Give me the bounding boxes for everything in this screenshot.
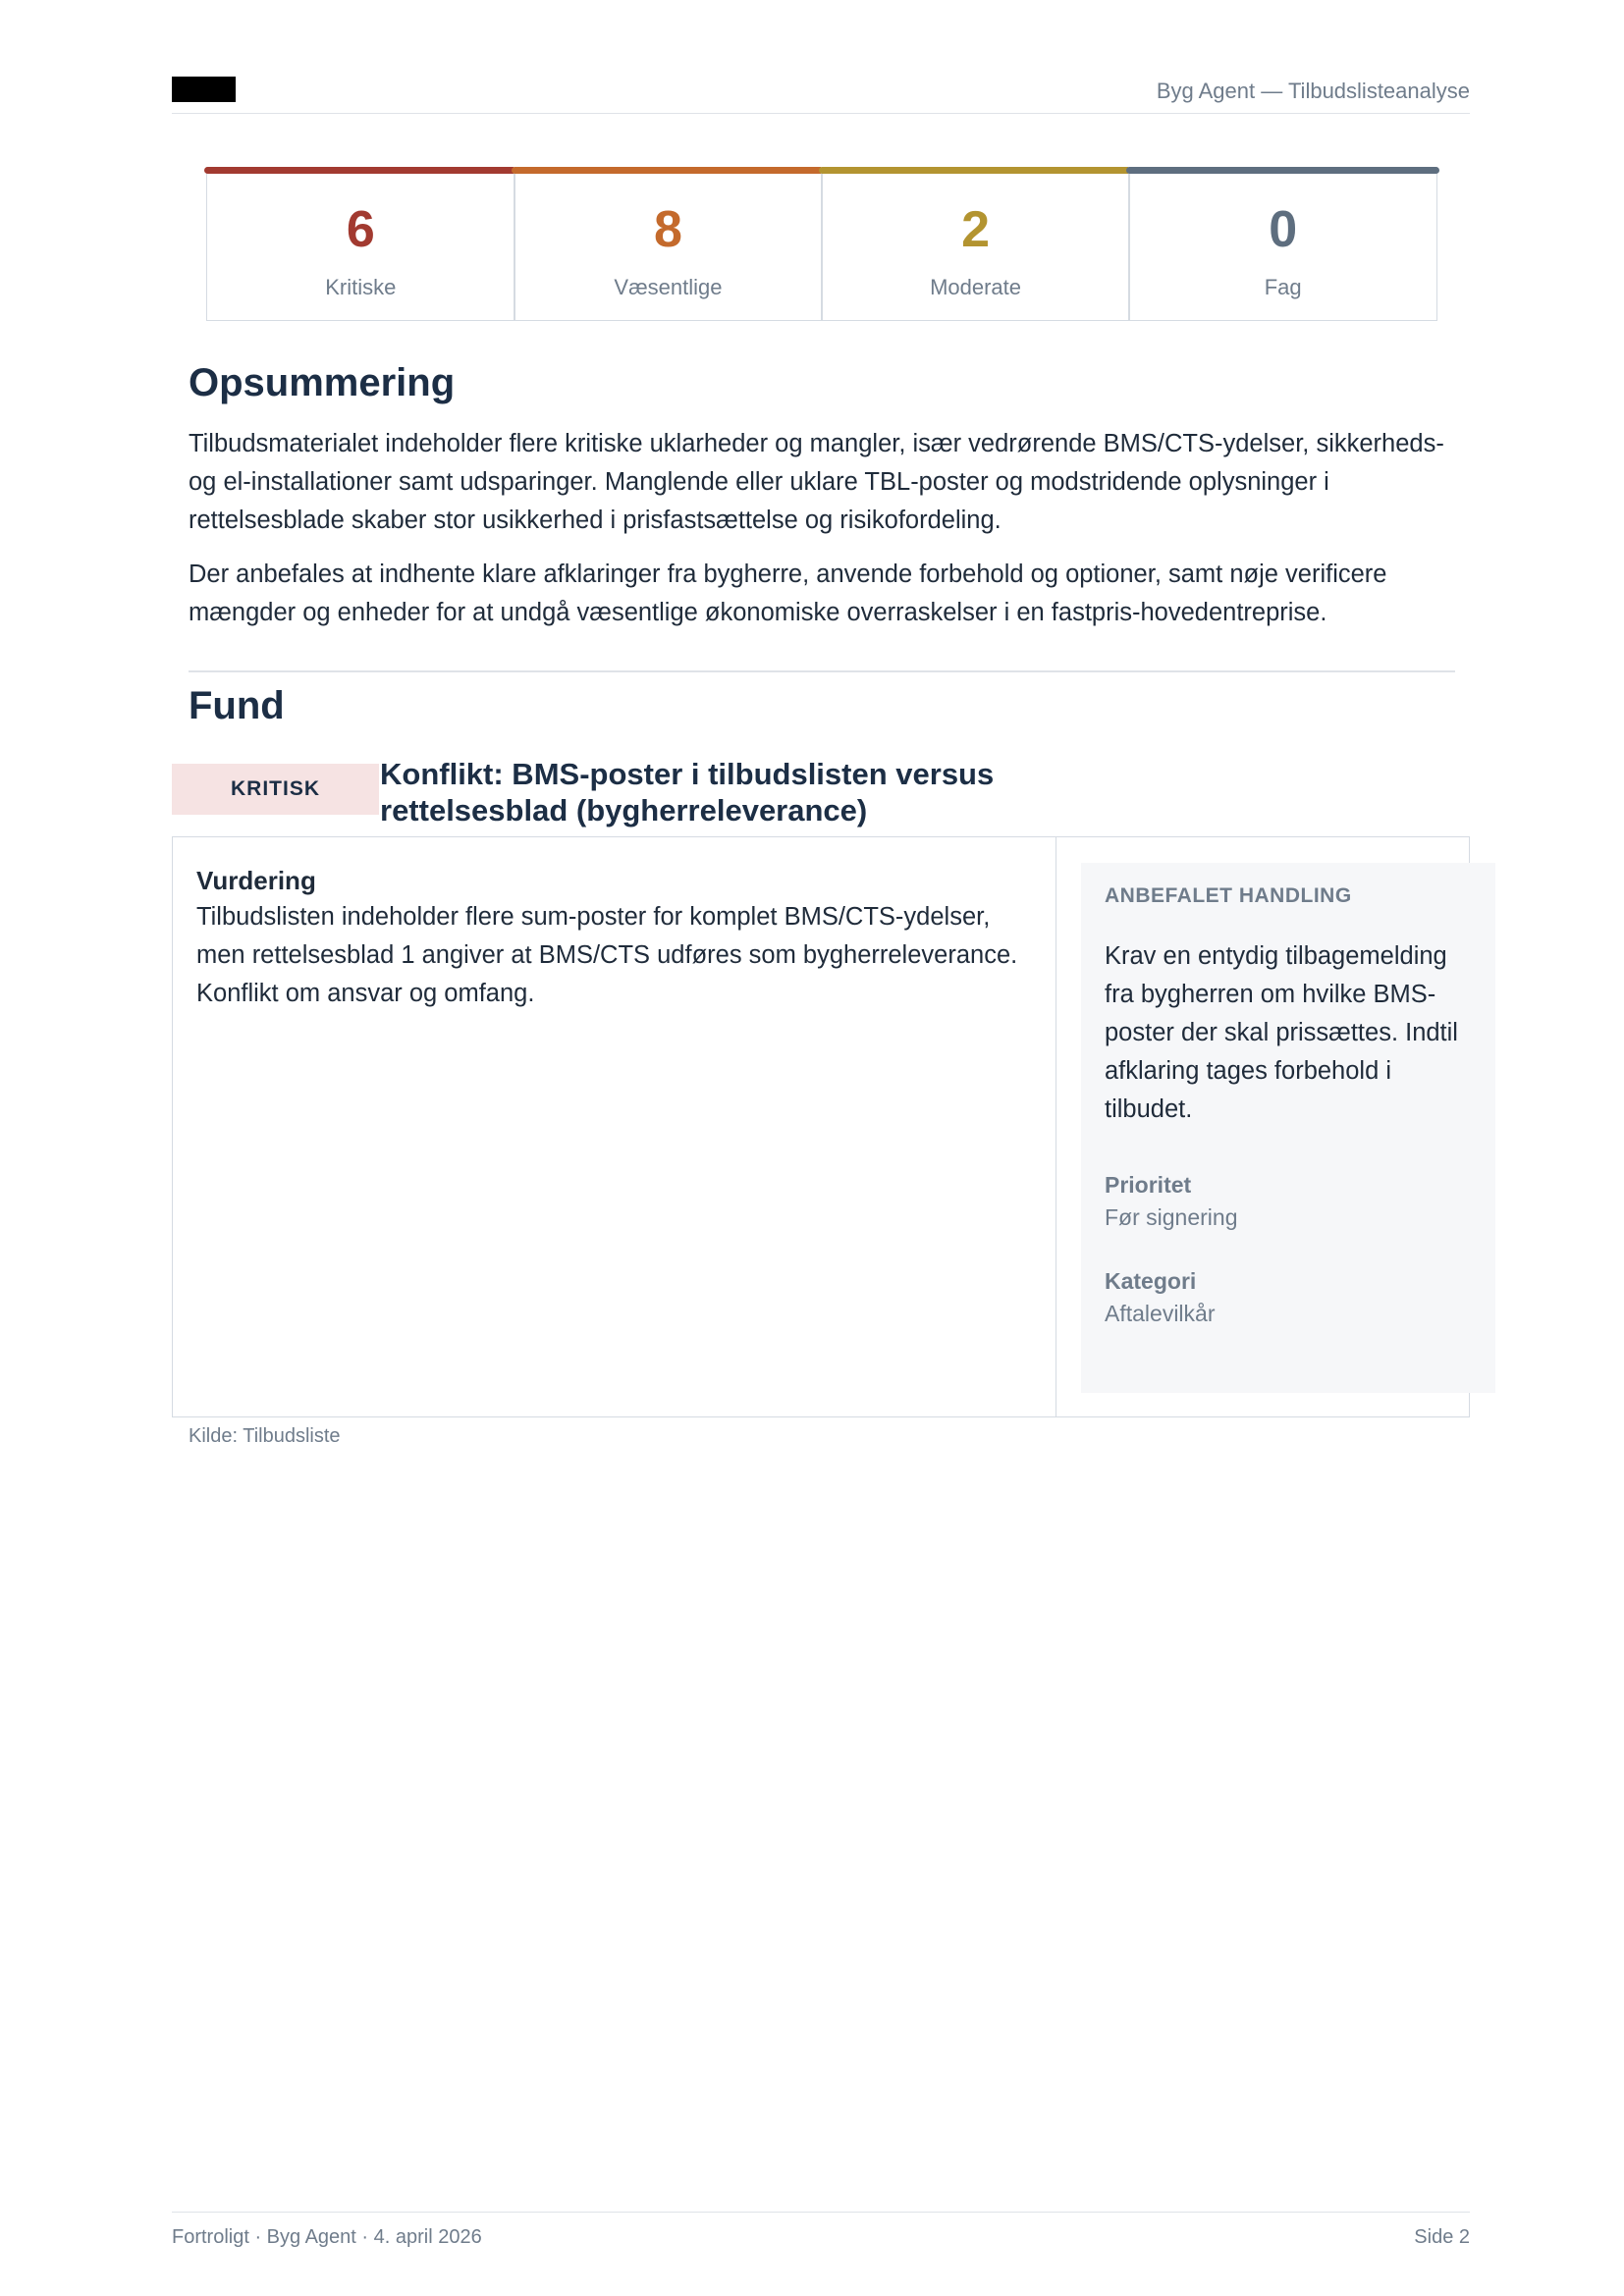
stat-bar [512, 167, 825, 174]
stat-critical [206, 167, 515, 321]
severity-summary [206, 167, 1437, 321]
recommendation-panel [1081, 863, 1495, 1393]
stat-bar [204, 167, 517, 174]
finding-card [172, 836, 1470, 1417]
stat-label: Væsentlige [614, 275, 723, 299]
stat-trade [1128, 167, 1437, 321]
page-header [172, 69, 1470, 114]
assessment-text: Tilbudslisten indeholder flere sum-poster for komplet BMS/CTS-ydelser, men rettelsesblad 1 angiver at BMS/CTS udføres som bygherreleverance. Konflikt om ansvar og omfang. [196, 903, 1018, 1007]
summary-paragraph: Der anbefales at indhente klare afklaringer fra bygherre, anvende forbehold og optioner, samt nøje verificere mængder og enheder for at undgå væsentlige økonomiske overraskelser i en fastpris-hovedentreprise. [189, 561, 1387, 626]
severity-badge: KRITISK [172, 764, 379, 815]
stat-value: 0 [1269, 201, 1298, 258]
summary-paragraph: Tilbudsmaterialet indeholder flere kritiske uklarheder og mangler, især vedrørende BMS/CTS-ydelser, sikkerheds- og el-installationer samt udsparinger. Manglende eller uklare TBL-poster og modstridende oplysninger i rettelsesblade skaber stor usikkerhed i prisfastsættelse og risikofordeling. [189, 430, 1444, 534]
category-label: Kategori [1105, 1268, 1197, 1294]
priority-label: Prioritet [1105, 1172, 1192, 1198]
finding-title: Konflikt: BMS-poster i tilbudslisten versus rettelsesblad (bygherreleverance) [380, 757, 995, 828]
category-value: Aftalevilkår [1105, 1301, 1216, 1326]
recommendation-text: Krav en entydig tilbagemelding fra bygherren om hvilke BMS-poster der skal prissættes. Indtil afklaring tages forbehold i tilbudet. [1105, 942, 1458, 1123]
stat-moderate [821, 167, 1130, 321]
stat-bar [819, 167, 1132, 174]
stat-label: Kritiske [325, 275, 397, 299]
stat-value: 6 [346, 201, 375, 258]
page-footer [172, 2212, 1470, 2249]
priority-value: Før signering [1105, 1204, 1238, 1230]
assessment-panel [173, 837, 1056, 1416]
stat-value: 2 [961, 201, 991, 258]
stat-label: Fag [1264, 275, 1302, 299]
stat-bar [1126, 167, 1439, 174]
finding-source: Kilde: Tilbudsliste [189, 1425, 341, 1447]
header-title: Byg Agent — Tilbudslisteanalyse [1156, 79, 1470, 103]
page-number: Side 2 [1414, 2226, 1470, 2248]
section-divider [189, 670, 1455, 672]
recommendation-label: ANBEFALET HANDLING [1105, 884, 1352, 907]
findings-title: Fund [189, 684, 285, 727]
summary-title: Opsummering [189, 361, 456, 404]
stat-significant [514, 167, 823, 321]
stat-label: Moderate [930, 275, 1022, 299]
footer-left: Fortroligt · Byg Agent · 4. april 2026 [172, 2226, 482, 2248]
assessment-label: Vurdering [196, 866, 316, 895]
stat-value: 8 [653, 201, 682, 258]
logo [172, 77, 236, 102]
